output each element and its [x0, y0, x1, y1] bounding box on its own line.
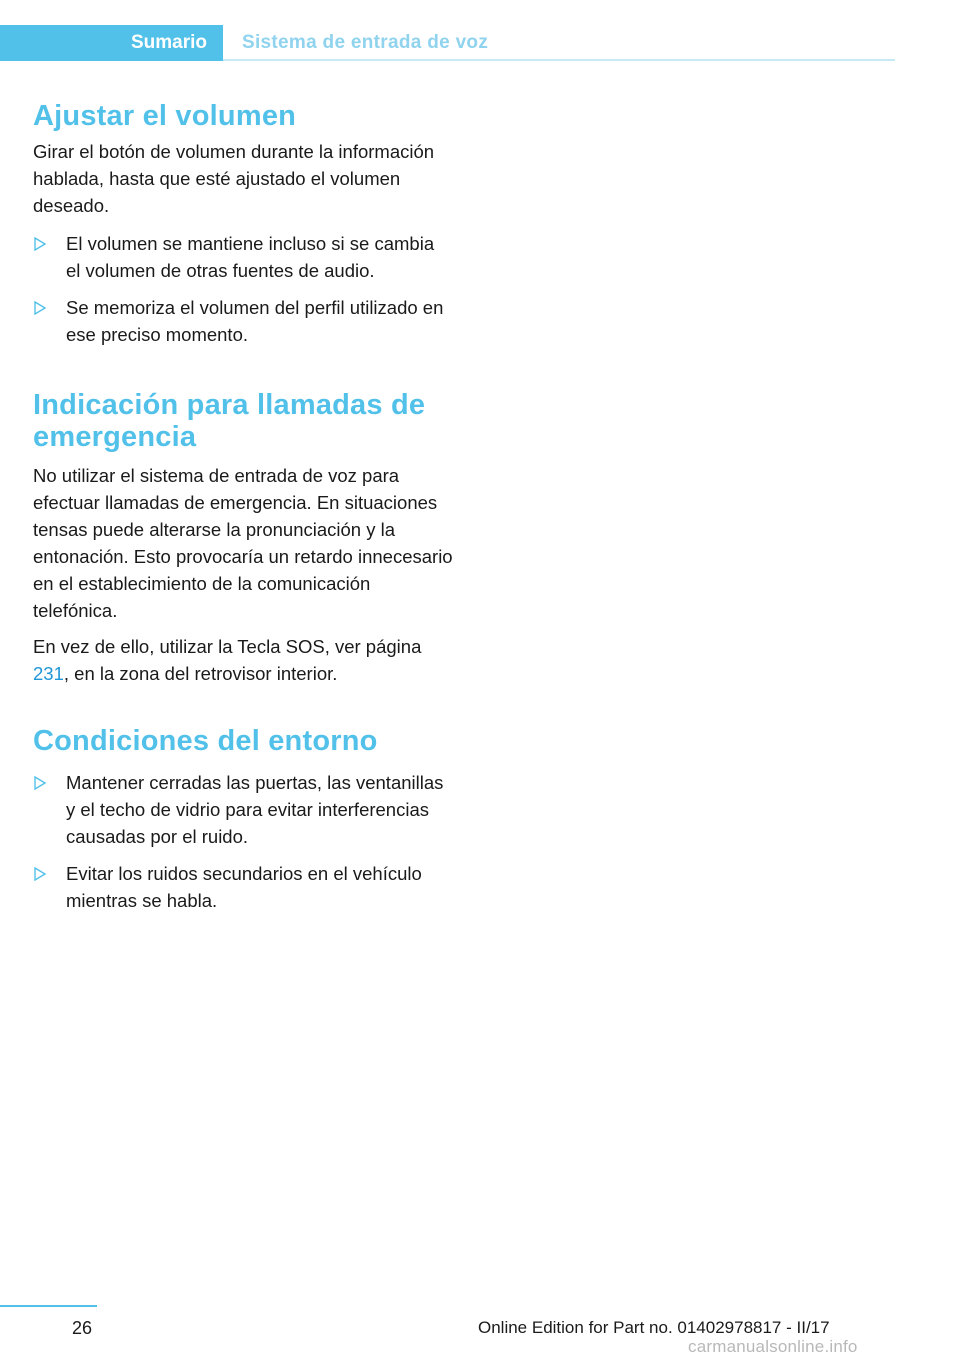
section-environment — [33, 725, 453, 914]
list-item-text: Evitar los ruidos secundarios en el vehículo mientras se habla. — [66, 863, 422, 911]
heading-volume: Ajustar el volumen — [33, 100, 297, 132]
heading-emergency: Indicación para llamadas de emergencia — [33, 389, 426, 453]
triangle-bullet-icon — [33, 776, 47, 790]
list-item-text: Mantener cerradas las puertas, las ventanillas y el techo de vidrio para evitar interferencias causadas por el ruido. — [66, 772, 444, 847]
heading-environment: Condiciones del entorno — [33, 725, 378, 757]
edition-info: Online Edition for Part no. 01402978817 - II/17 — [478, 1318, 830, 1337]
paragraph-sos-text-end: , en la zona del retrovisor interior. — [63, 663, 338, 684]
main-content — [33, 100, 453, 914]
section-title[interactable] — [242, 25, 488, 61]
bullet-list-volume — [33, 230, 453, 348]
list-item — [33, 860, 453, 914]
list-item — [33, 769, 453, 850]
tab-sumario-label: Sumario — [130, 32, 207, 53]
paragraph-sos — [33, 633, 453, 687]
watermark-text: carmanualsonline.info — [688, 1337, 858, 1356]
tab-sumario[interactable] — [0, 25, 223, 61]
footer-divider — [0, 1305, 97, 1307]
list-item-text: Se memoriza el volumen del perfil utilizado en ese preciso momento. — [66, 297, 444, 345]
page-number: 26 — [72, 1318, 93, 1338]
triangle-bullet-icon — [33, 867, 47, 881]
section-emergency — [33, 389, 453, 687]
paragraph-emergency: No utilizar el sistema de entrada de voz para efectuar llamadas de emergencia. En situaciones tensas puede alterarse la pronunciación y la entonación. Esto provocaría un retardo innecesario en el establecimiento de la comunicación telefónica. — [33, 465, 453, 621]
paragraph-sos-text: En vez de ello, utilizar la Tecla SOS, ver página — [33, 636, 422, 657]
page-header — [0, 25, 895, 61]
paragraph-volume: Girar el botón de volumen durante la información hablada, hasta que esté ajustado el volumen deseado. — [33, 141, 435, 216]
list-item — [33, 230, 453, 284]
list-item — [33, 294, 453, 348]
header-divider — [223, 59, 895, 61]
section-volume — [33, 100, 453, 348]
triangle-bullet-icon — [33, 301, 47, 315]
section-title-label: Sistema de entrada de voz — [242, 32, 489, 53]
bullet-list-environment — [33, 769, 453, 914]
list-item-text: El volumen se mantiene incluso si se cambia el volumen de otras fuentes de audio. — [66, 233, 435, 281]
page-reference-link[interactable]: 231 — [33, 663, 64, 684]
triangle-bullet-icon — [33, 237, 47, 251]
